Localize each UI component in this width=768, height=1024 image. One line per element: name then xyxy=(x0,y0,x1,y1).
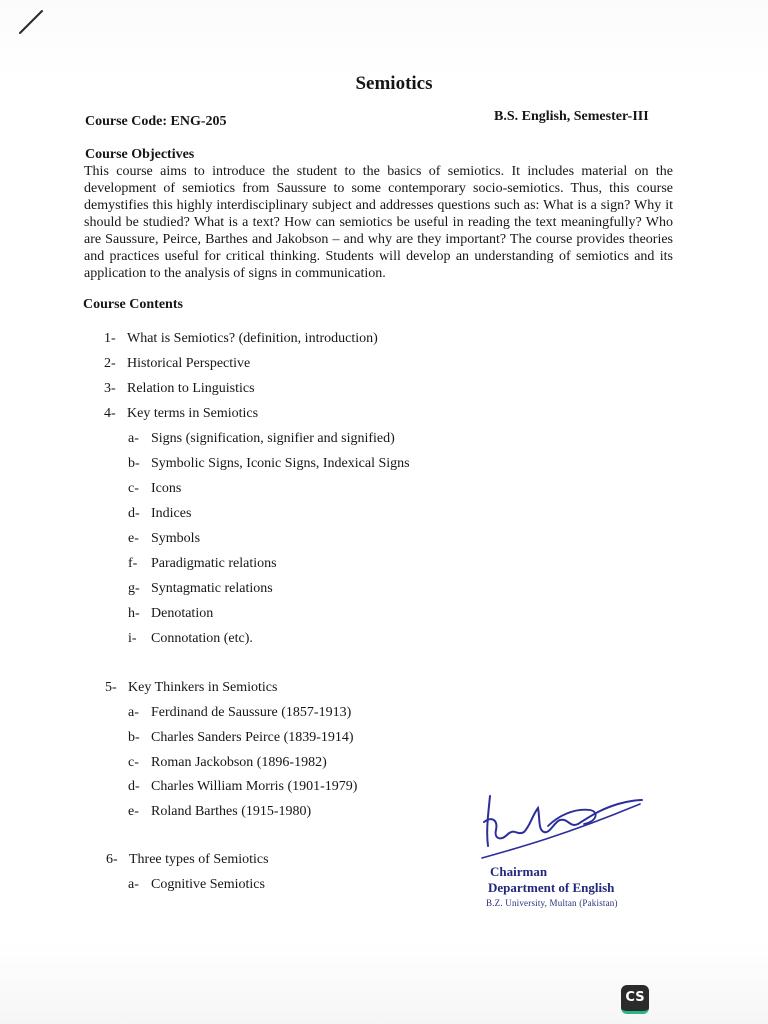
list-item: 6- Three types of Semiotics xyxy=(106,852,269,867)
document-title: Semiotics xyxy=(355,73,433,94)
list-item: 2- Historical Perspective xyxy=(104,356,251,371)
camscanner-badge-icon: CS xyxy=(621,985,649,1014)
contents-heading: Course Contents xyxy=(83,297,183,312)
list-item: 3- Relation to Linguistics xyxy=(104,381,255,396)
sub-list-item: d- Charles William Morris (1901-1979) xyxy=(128,779,358,794)
program-semester: B.S. English, Semester-III xyxy=(494,109,649,124)
sub-list-item: c- Roman Jackobson (1896-1982) xyxy=(128,755,327,770)
signature-title: Chairman xyxy=(490,864,548,879)
list-item: 4- Key terms in Semiotics xyxy=(104,406,259,421)
pen-stroke-mark xyxy=(16,8,46,38)
sub-list-item: d- Indices xyxy=(128,506,192,521)
sub-list-item: i- Connotation (etc). xyxy=(128,631,253,646)
signature-icon xyxy=(478,786,648,866)
sub-list-item: a- Cognitive Semiotics xyxy=(128,877,265,892)
sub-list-item: b- Symbolic Signs, Iconic Signs, Indexical Signs xyxy=(128,456,410,471)
sub-list-item: g- Syntagmatic relations xyxy=(128,581,273,596)
signature-university: B.Z. University, Multan (Pakistan) xyxy=(486,898,618,908)
objectives-paragraph: This course aims to introduce the student to the basics of semiotics. It includes material on the development of semiotics from Saussure to some contemporary socio-semiotics. Thus, this course demystifies this highly interdisciplinary subject and addresses questions such as: What is a sign? Why it should be studied? What is a text? How can semiotics be useful in reading the text meaningfully? Who are Saussure, Peirce, Barthes and Jakobson – and why are they important? The course provides theories and practices useful for critical thinking. Students will develop an understanding of semiotics and its application to the analysis of signs in communication. xyxy=(84,164,673,281)
sub-list-item: f- Paradigmatic relations xyxy=(128,556,277,571)
list-item: 1- What is Semiotics? (definition, introduction) xyxy=(104,331,378,346)
list-item: 5- Key Thinkers in Semiotics xyxy=(105,680,278,695)
signature-department: Department of English xyxy=(488,880,615,895)
sub-list-item: e- Symbols xyxy=(128,531,201,546)
sub-list-item: a- Signs (signification, signifier and signified) xyxy=(128,431,395,446)
sub-list-item: h- Denotation xyxy=(128,606,214,621)
sub-list-item: a- Ferdinand de Saussure (1857-1913) xyxy=(128,705,352,720)
sub-list-item: b- Charles Sanders Peirce (1839-1914) xyxy=(128,730,354,745)
objectives-heading: Course Objectives xyxy=(85,147,195,162)
sub-list-item: e- Roland Barthes (1915-1980) xyxy=(128,804,312,819)
sub-list-item: c- Icons xyxy=(128,481,182,496)
course-code: Course Code: ENG-205 xyxy=(85,114,227,129)
